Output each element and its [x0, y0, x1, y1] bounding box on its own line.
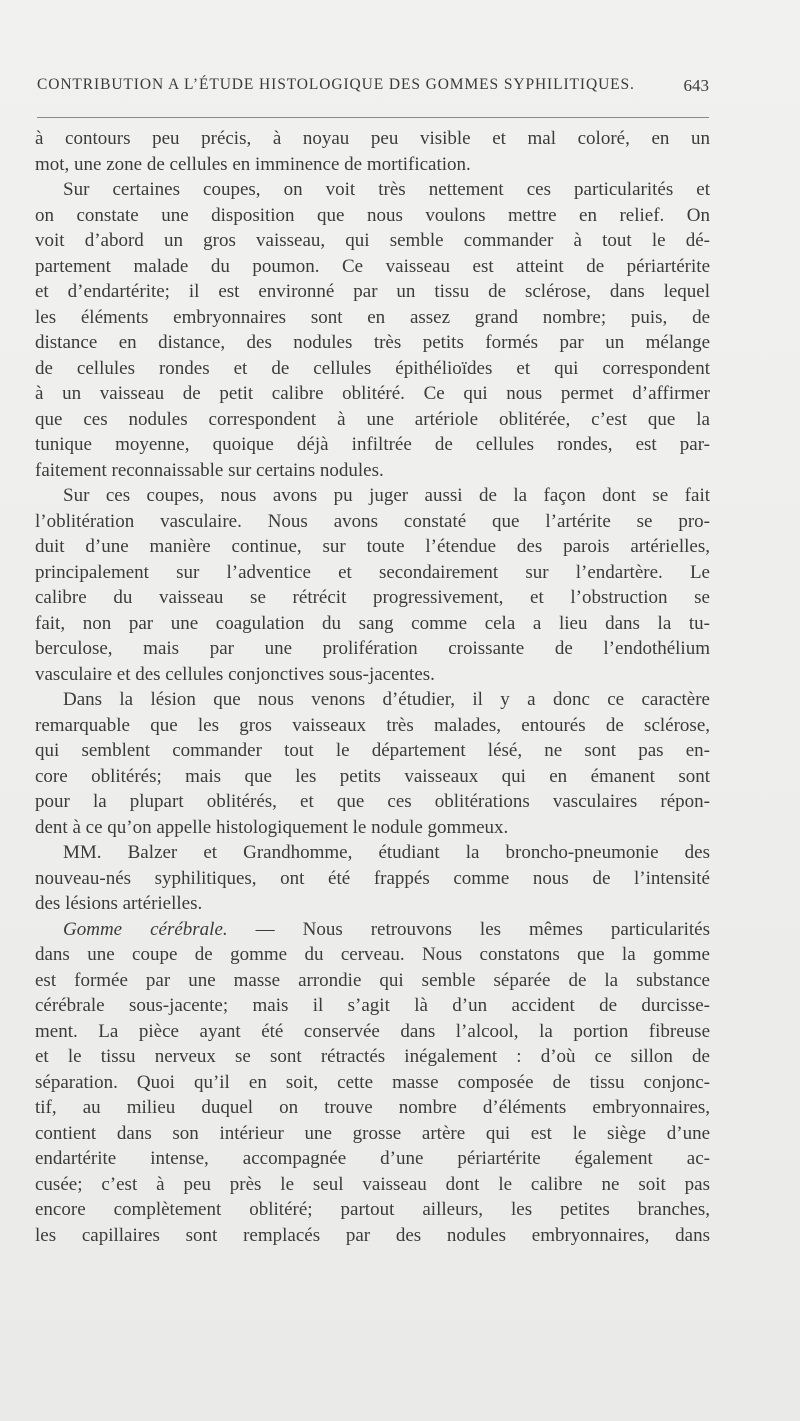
text-line [35, 917, 710, 943]
text-line: cérébrale sous-jacente; mais il s’agit là d’un accident de durcisse- [35, 995, 710, 1016]
body-text [35, 126, 710, 1248]
text-line: cusée; c’est à peu près le seul vaisseau dont le calibre ne soit pas [35, 1173, 710, 1195]
text-line: et le tissu nerveux se sont rétractés inégalement : d’où ce sillon de [35, 1046, 710, 1067]
text-line: qui semblent commander tout le département lésé, ne sont pas en- [35, 740, 710, 761]
text-line: tif, au milieu duquel on trouve nombre d’éléments embryonnaires, [35, 1097, 710, 1118]
text-line: ment. La pièce ayant été conservée dans l’alcool, la portion fibreuse [35, 1020, 710, 1042]
text-line: partement malade du poumon. Ce vaisseau est atteint de périartérite [35, 255, 710, 277]
text-line: duit d’une manière continue, sur toute l’étendue des parois artérielles, [35, 536, 710, 557]
paragraph-4 [35, 687, 710, 840]
paragraph-5 [35, 840, 710, 917]
text-line: de cellules rondes et de cellules épithélioïdes et qui correspondent [35, 357, 710, 379]
text-line: berculose, mais par une prolifération croissante de l’endothélium [35, 638, 710, 659]
text-line: les éléments embryonnaires sont en assez grand nombre; puis, de [35, 306, 710, 328]
page-number: 643 [683, 76, 709, 95]
text-line: l’oblitération vasculaire. Nous avons constaté que l’artérite se pro- [35, 510, 710, 532]
text-line: contient dans son intérieur une grosse artère qui est le siège d’une [35, 1122, 710, 1144]
text-line: endartérite intense, accompagnée d’une périartérite également ac- [35, 1148, 710, 1169]
text-line: vasculaire et des cellules conjonctives sous-jacentes. [35, 663, 435, 685]
text-line: encore complètement oblitéré; partout ailleurs, les petites branches, [35, 1199, 710, 1220]
section-heading: Gomme cérébrale. [63, 918, 228, 940]
header-rule [37, 117, 709, 118]
text-line: des lésions artérielles. [35, 893, 203, 914]
paragraph-6 [35, 917, 710, 1249]
text-line: Sur certaines coupes, on voit très nettement ces particularités et [63, 179, 710, 200]
text-line: les capillaires sont remplacés par des nodules embryonnaires, dans [35, 1224, 710, 1246]
text-line: Dans la lésion que nous venons d’étudier, il y a donc ce caractère [63, 689, 710, 710]
text-line: séparation. Quoi qu’il en soit, cette masse composée de tissu conjonc- [35, 1071, 710, 1093]
text-line-rest: — Nous retrouvons les mêmes particularités [227, 918, 710, 940]
text-line: remarquable que les gros vaisseaux très malades, entourés de sclérose, [35, 714, 710, 736]
text-line: tunique moyenne, quoique déjà infiltrée de cellules rondes, est par- [35, 434, 710, 455]
text-line: core oblitérés; mais que les petits vaisseaux qui en émanent sont [35, 765, 710, 787]
text-line: mot, une zone de cellules en imminence de mortification. [35, 153, 471, 175]
text-line: MM. Balzer et Grandhomme, étudiant la broncho-pneumonie des [63, 842, 710, 863]
text-line: dent à ce qu’on appelle histologiquement le nodule gommeux. [35, 816, 509, 838]
text-line: pour la plupart oblitérés, et que ces oblitérations vasculaires répon- [35, 791, 710, 812]
text-line: à un vaisseau de petit calibre oblitéré. Ce qui nous permet d’affirmer [35, 383, 710, 404]
paragraph-3 [35, 483, 710, 687]
text-line: et d’endartérite; il est environné par un tissu de sclérose, dans lequel [35, 281, 710, 302]
text-line: fait, non par une coagulation du sang comme cela a lieu dans la tu- [35, 612, 710, 634]
text-line: principalement sur l’adventice et secondairement sur l’endartère. Le [35, 561, 710, 583]
text-line: faitement reconnaissable sur certains nodules. [35, 459, 384, 481]
paragraph-2 [35, 177, 710, 483]
text-line: on constate une disposition que nous voulons mettre en relief. On [35, 204, 710, 226]
text-line: distance en distance, des nodules très petits formés par un mélange [35, 332, 710, 353]
running-title: CONTRIBUTION A L’ÉTUDE HISTOLOGIQUE DES GOMMES SYPHILITIQUES. [37, 76, 635, 93]
text-line: calibre du vaisseau se rétrécit progressivement, et l’obstruction se [35, 587, 710, 608]
running-head [37, 76, 709, 100]
text-line: est formée par une masse arrondie qui semble séparée de la substance [35, 969, 710, 991]
text-line: dans une coupe de gomme du cerveau. Nous constatons que la gomme [35, 944, 710, 965]
text-line: à contours peu précis, à noyau peu visible et mal coloré, en un [35, 128, 710, 149]
text-line: voit d’abord un gros vaisseau, qui semble commander à tout le dé- [35, 230, 710, 251]
text-line: nouveau-nés syphilitiques, ont été frappés comme nous de l’intensité [35, 867, 710, 889]
paragraph-1 [35, 126, 710, 177]
text-line: Sur ces coupes, nous avons pu juger aussi de la façon dont se fait [63, 485, 710, 506]
text-line: que ces nodules correspondent à une artériole oblitérée, c’est que la [35, 408, 710, 430]
